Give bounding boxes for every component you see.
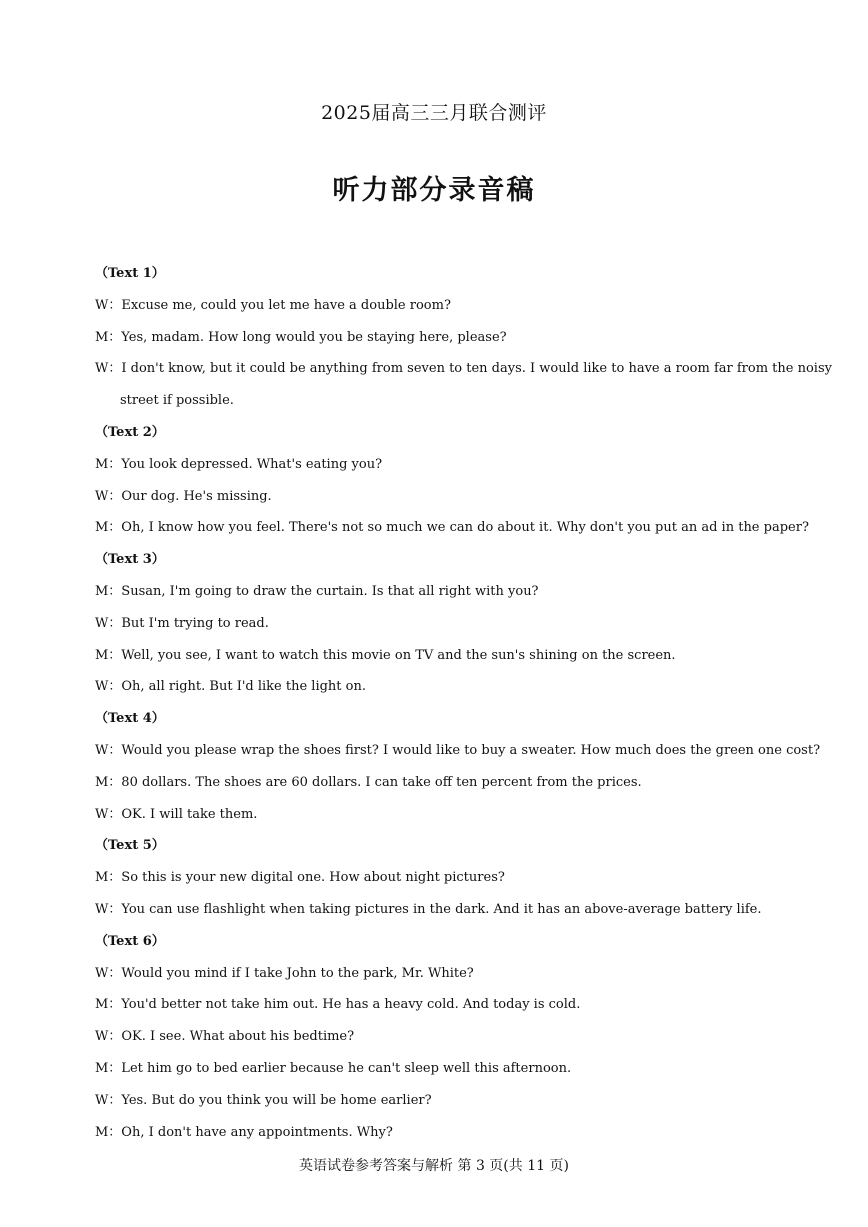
transcript-line: W：But I'm trying to read.: [95, 615, 269, 631]
transcript-line: M：80 dollars. The shoes are 60 dollars. I can take off ten percent from the prices.: [95, 774, 642, 790]
transcript-line: W：OK. I will take them.: [95, 806, 258, 822]
transcript-line: M：You'd better not take him out. He has a heavy cold. And today is cold.: [95, 997, 581, 1013]
transcript-line: street if possible.: [120, 393, 234, 409]
transcript-line: W：Would you mind if I take John to the park, Mr. White?: [95, 965, 474, 981]
transcript-line: M：Susan, I'm going to draw the curtain. Is that all right with you?: [95, 583, 539, 599]
section-heading: （Text 4）: [95, 711, 165, 727]
transcript-line: W：Excuse me, could you let me have a double room?: [95, 297, 451, 313]
section-heading: （Text 3）: [95, 552, 165, 568]
section-heading: （Text 1）: [95, 266, 165, 281]
transcript-line: M：So this is your new digital one. How about night pictures?: [95, 870, 505, 886]
section-heading: （Text 6）: [95, 933, 165, 949]
transcript-line: W：Would you please wrap the shoes first? I would like to buy a sweater. How much does the green one cost?: [95, 742, 821, 758]
transcript-line: M：Yes, madam. How long would you be staying here, please?: [95, 329, 507, 345]
transcript-line: W：Yes. But do you think you will be home earlier?: [95, 1092, 432, 1108]
transcript-line: M：Oh, I don't have any appointments. Why?: [95, 1124, 393, 1140]
transcript-line: M：Well, you see, I want to watch this movie on TV and the sun's shining on the screen.: [95, 647, 676, 663]
transcript-line: W：OK. I see. What about his bedtime?: [95, 1029, 355, 1045]
page-footer: 英语试卷参考答案与解析 第 3 页(共 11 页): [299, 1158, 569, 1174]
exam-header: 2025届高三三月联合测评: [321, 102, 547, 124]
transcript-line: W：I don't know, but it could be anything from seven to ten days. I would like to have a room far from the noisy: [95, 361, 832, 377]
transcript-line: M：Let him go to bed earlier because he can't sleep well this afternoon.: [95, 1060, 572, 1076]
transcript-line: W：Oh, all right. But I'd like the light on.: [95, 679, 366, 695]
transcript-line: W：Our dog. He's missing.: [95, 488, 272, 504]
transcript-line: M：Oh, I know how you feel. There's not so much we can do about it. Why don't you put an ad in the paper?: [95, 520, 809, 536]
transcript-body: [95, 258, 832, 1148]
page-title: 听力部分录音稿: [332, 175, 536, 206]
transcript-line: M：You look depressed. What's eating you?: [95, 456, 383, 472]
transcript-line: W：You can use flashlight when taking pictures in the dark. And it has an above-average battery life.: [95, 901, 762, 917]
section-heading: （Text 5）: [95, 838, 165, 854]
section-heading: （Text 2）: [95, 424, 165, 440]
